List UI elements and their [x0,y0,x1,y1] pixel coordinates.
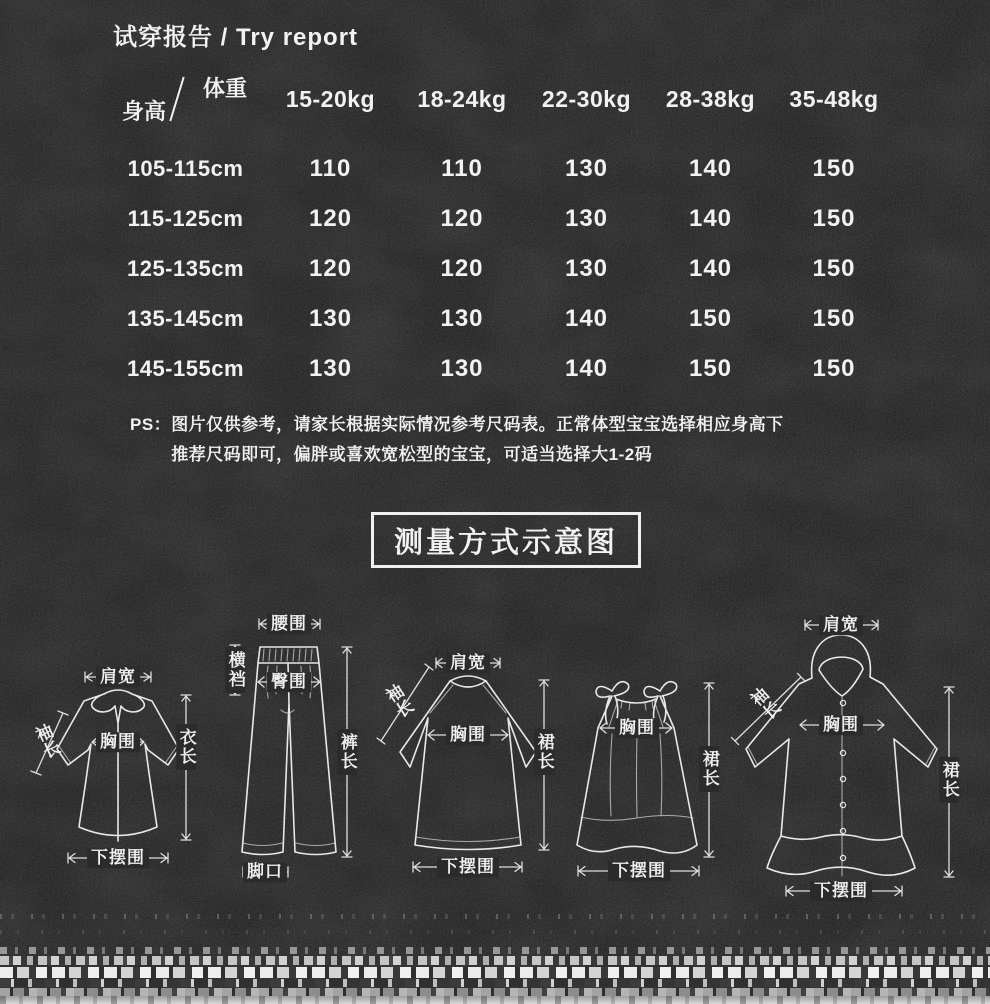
row-height-label: 105-115cm [127,156,244,181]
size-cell: 130 [564,255,609,282]
size-cell: 140 [564,355,609,382]
shirt-sleeve-label: 袖长 [30,721,63,763]
shirt-hem-label: 下摆围 [87,848,149,868]
corner-height-label: 身高 [122,99,167,124]
ps-prefix: PS： [130,415,172,434]
table-corner [110,72,261,126]
size-cell: 150 [812,355,856,382]
shirt-shoulder-label: 肩宽 [96,667,140,687]
row-height-label: 115-125cm [127,206,244,231]
size-cell: 130 [308,355,353,382]
hooded-coat-length-label: 裙长 [939,757,959,803]
size-cell: 150 [688,305,733,332]
measurement-section-title: 测量方式示意图 [394,526,619,559]
row-height-label: 145-155cm [126,356,245,381]
hooded-coat-chest-label: 胸围 [819,715,863,735]
size-cell: 120 [440,205,484,232]
size-cell: 150 [688,355,733,382]
tshirt-dress-shoulder-label: 肩宽 [446,653,490,673]
ps-note-lines [171,410,784,470]
tshirt-dress-length-label: 裙长 [534,729,554,775]
tshirt-dress-hem-label: 下摆围 [437,857,499,877]
tshirt-dress-chest-label: 胸围 [446,725,490,745]
size-cell: 140 [564,305,609,332]
ps-note [130,410,784,470]
glitch-band [0,956,990,965]
pants-length-label: 裤长 [337,729,357,775]
size-cell: 120 [308,205,353,232]
size-cell: 130 [564,205,609,232]
hooded-coat-hem-label: 下摆围 [810,881,872,901]
size-cell: 150 [812,155,856,182]
column-header: 35-48kg [789,85,879,112]
slip-dress-hem-label: 下摆围 [608,861,670,881]
glitch-band [0,979,990,987]
column-header: 18-24kg [417,85,507,112]
table-row [110,294,896,344]
size-cell: 140 [688,155,733,182]
size-cell: 130 [564,155,609,182]
glitch-band [0,947,990,954]
hooded-coat-sleeve-label: 袖长 [745,685,784,725]
size-cell: 120 [308,255,353,282]
table-row [110,244,896,294]
size-cell: 110 [309,155,352,182]
pants-diagram [230,619,352,877]
ps-note-line1: 图片仅供参考，请家长根据实际情况参考尺码表。正常体型宝宝选择相应身高下 [171,415,784,434]
slip-dress-diagram [577,682,714,876]
pants-hip-label: 臀围 [267,672,311,692]
pants-leg-opening-label: 脚口 [243,862,287,882]
glitch-band [0,996,990,1004]
column-header: 28-38kg [665,85,756,112]
shirt-diagram [31,672,191,863]
glitch-band [0,930,990,934]
size-cell: 130 [440,305,484,332]
glitch-band [0,914,990,919]
column-header: 15-20kg [285,85,376,112]
size-cell: 120 [440,255,484,282]
glitch-band [0,967,990,978]
size-cell: 140 [688,205,733,232]
ps-note-line2: 推荐尺码即可，偏胖或喜欢宽松型的宝宝，可适当选择大1-2码 [171,445,653,464]
slip-dress-chest-label: 胸围 [615,718,659,738]
size-cell: 150 [812,255,856,282]
size-cell: 150 [812,205,856,232]
row-height-label: 135-145cm [126,306,245,331]
measurement-section-title-box [371,512,641,568]
corner-slash [169,77,184,122]
size-cell: 130 [440,355,484,382]
size-table [110,72,896,394]
size-cell: 110 [441,155,483,182]
row-height-label: 125-135cm [126,256,245,281]
slip-dress-length-label: 裙长 [699,746,719,792]
column-header: 22-30kg [541,85,632,112]
shirt-chest-label: 胸围 [96,732,140,752]
table-row [110,144,896,194]
hooded-coat-diagram [732,620,955,896]
shirt-length-label: 衣长 [176,724,196,770]
hooded-coat-shoulder-label: 肩宽 [819,615,863,635]
glitch-band-texture [0,996,990,1004]
page-title: 试穿报告 / Try report [113,24,359,51]
table-row [110,194,896,244]
pants-rise-label: 横裆 [225,647,245,693]
glitch-band [0,988,990,996]
size-cell: 150 [812,305,856,332]
corner-weight-label: 体重 [202,76,247,101]
tshirt-dress-sleeve-label: 袖长 [380,681,417,723]
size-cell: 140 [688,255,733,282]
table-header-row [110,72,896,126]
size-cell: 130 [308,305,353,332]
table-row [110,344,896,394]
pants-waist-label: 腰围 [267,614,311,634]
